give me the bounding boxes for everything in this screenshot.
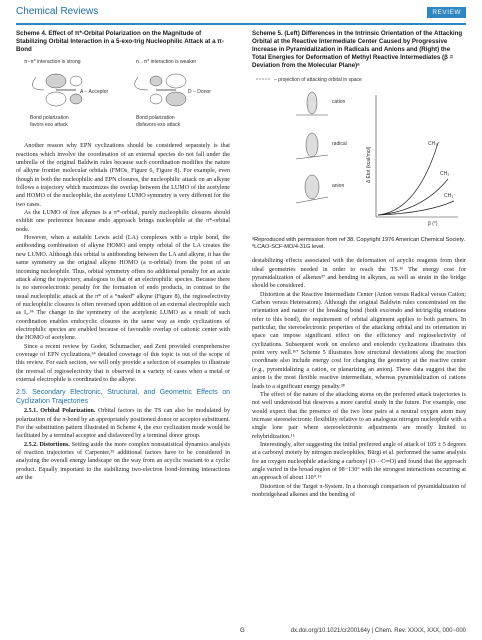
paragraph: As the LUMO of free alkynes is a π*-orbital, purely nucleophilic closures should exhibit one preference because endo approach brings nucleophile at the π*-orbital node. xyxy=(16,210,230,233)
donor-label: D − Donor xyxy=(188,89,211,95)
curve-label-radical: CH₃ xyxy=(440,171,450,177)
subsection-title: 2.5.1. Orbital Polarization. xyxy=(24,408,96,415)
curve-label-anion: CH₃⁻ xyxy=(444,193,456,199)
scheme4-right-title: n→π* interaction is weaker xyxy=(136,59,197,65)
review-badge: REVIEW xyxy=(427,7,466,18)
paragraph: destabilizing effects associated with the deformation of acyclic reagents from their ideal geometries needed in order to reach the TS.³⁶ The energy cost for pyramidalization of alkenes³⁷ and bending in alkynes, as well as strain in the bridge should be considered. xyxy=(252,258,466,290)
page-header xyxy=(16,4,466,24)
paragraph: Another reason why EPN cyclizations should be considered separately is that reactions which involve the coordination of an external species do not fall under the umbrella of the original Baldwin rules because such coordination modifies the nature of alkyne frontier molecular orbitals (FMOs, Figure 6, Figure 8). For example, even though in both the nucleophilic and EPN closures, the nucleophilic attack on an alkyne follows a trajectory which maximizes the overlap between the LUMO of the acetylene and HOMO of the nucleophile, the acetylene LUMO symmetry is very different for the two cases. xyxy=(16,143,230,208)
paragraph: Since a recent review by Godoi, Schumacher, and Zeni provided comprehensive coverage of EPN cyclizations,³⁴ detailed coverage of this topic is out of the scope of this review. For each section, we will only provide a selection of examples to illustrate the reversal of regioselectivity that is observed in a variety of cases when a metal or external electrophile is coordinated to the alkyne. xyxy=(16,343,230,383)
scheme5-diagram xyxy=(252,73,466,231)
scheme5-caption: Scheme 5. (Left) Differences in the Intrinsic Orientation of the Attacking Orbital at the Reactive Intermediate Center Caused by Progressive Increase in Pyramidalization in Radicals and Anions and (Right) the Total Energies for Deformation of Methyl Reactive Intermediates (β = Deviation from the Molecular Plane)ᵃ xyxy=(252,30,463,69)
species-label: cation xyxy=(332,99,346,105)
paragraph-distortions: 2.5.2. Distortions. Setting aside the more complex nonstatistical dynamics analysis of reaction trajectories of Carpenter,³⁵ additional factors have to be considered in analyzing the overall energy landscape on the way from an acyclic reactant to a cyclic product. Equally important to the stabilizing two-electron bond-forming interactions are the xyxy=(16,441,230,482)
doi-link[interactable]: dx.doi.org/10.1021/cr200164y | Chem. Rev. XXXX, XXX, 000−000 xyxy=(290,628,466,634)
page-number: G xyxy=(240,628,245,634)
paragraph: Distortion at the Reactive Intermediate Center (Anion versus Radical versus Cation; Carbon versus Heteroatom). Although the original Baldwin rules concentrated on the orientation and nature of the breaking bond (both exo/endo and tet/trig/dig notations refer to this bond), the requirement of orbital alignment applies to both partners. In particular, the stereoelectronic properties of the attacking orbital and its orientation in space can impose significant effect on the efficiency and regioselectivity of cyclizations. Subsequent work on enolexo and enolendo cyclizations illustrates this point very well.¹⁶⁷ Scheme 5 illustrates how structural deviations along the reaction coordinate also include energy cost for changing the geometry at the reactive center (e.g., pyramidalizing a cation, or planarizing an anion). These data suggest that the anion is the most flexible reactive intermediate, whereas pyramidalization of cations leads to a significant energy penalty.³⁸ xyxy=(252,291,466,390)
scheme5-figure xyxy=(252,73,466,234)
scheme4-figure xyxy=(16,57,230,142)
scheme4-right-caption2: disfavors exo attack xyxy=(136,122,181,128)
paragraph: However, when a suitable Lewis acid (LA) complexes with a triple bond, the antibonding combination of alkyne HOMO and empty orbital of the LA creates the new LUMO. Although this orbital is antibonding between the LA and alkyne, it has the same symmetry as the original alkyne HOMO (a π-orbital) from the point of an incoming nucleophile. Thus, orbital symmetry offers no additional penalty for an acute attack along the trajectory, analogous to that of an electrophilic species. Because there is no stereoelectronic penalty for the formation of endo products, in contrast to the usual nucleophilic attack at the π* of a “naked” alkyne (Figure 8), the regioselectivity of nucleophilic closures is often reversed upon addition of an external electrophile such as I₂.³⁴ The change in the symmetry of the acetylenic LUMO as a result of such coordination enables endocyclic closures in the same way as endo cyclizations of electrophilic species are enabled because of favorable overlap of cationic center with the HOMO of acetylene. xyxy=(16,235,230,342)
paragraph-orbital-polarization: 2.5.1. Orbital Polarization. Orbital factors in the TS can also be modulated by polarization of the π-bond by an appropriately positioned donor or acceptor substituent. For the substitution pattern illustrated in Scheme 4, the exo cyclization mode would be facilitated by a terminal acceptor and disfavored by a terminal donor group. xyxy=(16,408,230,440)
scheme4-diagram xyxy=(16,57,230,139)
scheme4-right-caption1: Bond polarization xyxy=(136,115,175,121)
scheme4-left-title: π−π* interaction is strong xyxy=(24,59,81,65)
acceptor-label: A − Acceptor xyxy=(80,89,109,95)
header-rule xyxy=(16,23,466,25)
plot-xlabel: β (°) xyxy=(428,221,438,227)
paragraph: The effect of the nature of the attacking atoms on the preferred attack trajectories is not well understood but deserves a more careful study in the future. For example, one would expect that the presence of the two lone pairs at a neutral oxygen atom may increase stereoelectronic flexibility relative to an analogous nitrogen nucleophile with a single lone pair where stereoelectronic adjustments are mostly limited to rehybridization.¹⁶ xyxy=(252,391,466,440)
scheme4-caption: Scheme 4. Effect of π*-Orbital Polarization on the Magnitude of Stabilizing Orbital Interaction in a 5-exo-trig Nucleophilic Attack at a π-Bond xyxy=(16,30,225,53)
scheme4-right-orbital xyxy=(135,74,212,106)
section-heading: 2.5. Secondary Electronic, Structural, and Geometric Effects on Cyclization Trajectories xyxy=(16,389,230,405)
scheme5-footnote: ᵃReproduced with permission from ref 38. Copyright 1976 American Chemical Society. ᵇLCAO-SCF-MO/4-31G level. xyxy=(252,237,466,251)
paragraph: Interestingly, after suggesting the initial preferred angle of attack of 105 ± 5 degrees at a carbonyl moiety by nitrogen nucleophiles, Bürgi et al. performed the same analysis for an oxygen nucleophile attacking a carbonyl (O···C═O) and found that the approach angle varied in the broad region of 98−130° with the strongest interactions occurring at an approach of about 110°.¹⁶ xyxy=(252,441,466,482)
scheme4-left-caption1: Bond polarization xyxy=(30,115,69,121)
plot-ylabel: Δ Etot (kcal/mol) xyxy=(366,146,372,183)
scheme4-left-caption2: favors exo attack xyxy=(30,122,68,128)
journal-title[interactable]: Chemical Reviews xyxy=(16,6,99,17)
right-column xyxy=(252,30,466,499)
species-label: radical xyxy=(332,141,347,147)
left-column xyxy=(16,30,230,482)
subsection-title: 2.5.2. Distortions. xyxy=(24,441,70,448)
scheme4-left-orbital xyxy=(32,74,108,106)
paragraph: Distortion of the Target π-System. In a thorough comparison of pyramidalization of nonbridgehead alkenes and the bending of xyxy=(252,483,466,498)
species-label: anion xyxy=(332,183,345,189)
curve-label-cation: CH₃⁺ xyxy=(428,141,440,147)
scheme5-legend: – projection of attacking orbital in space xyxy=(274,77,362,83)
